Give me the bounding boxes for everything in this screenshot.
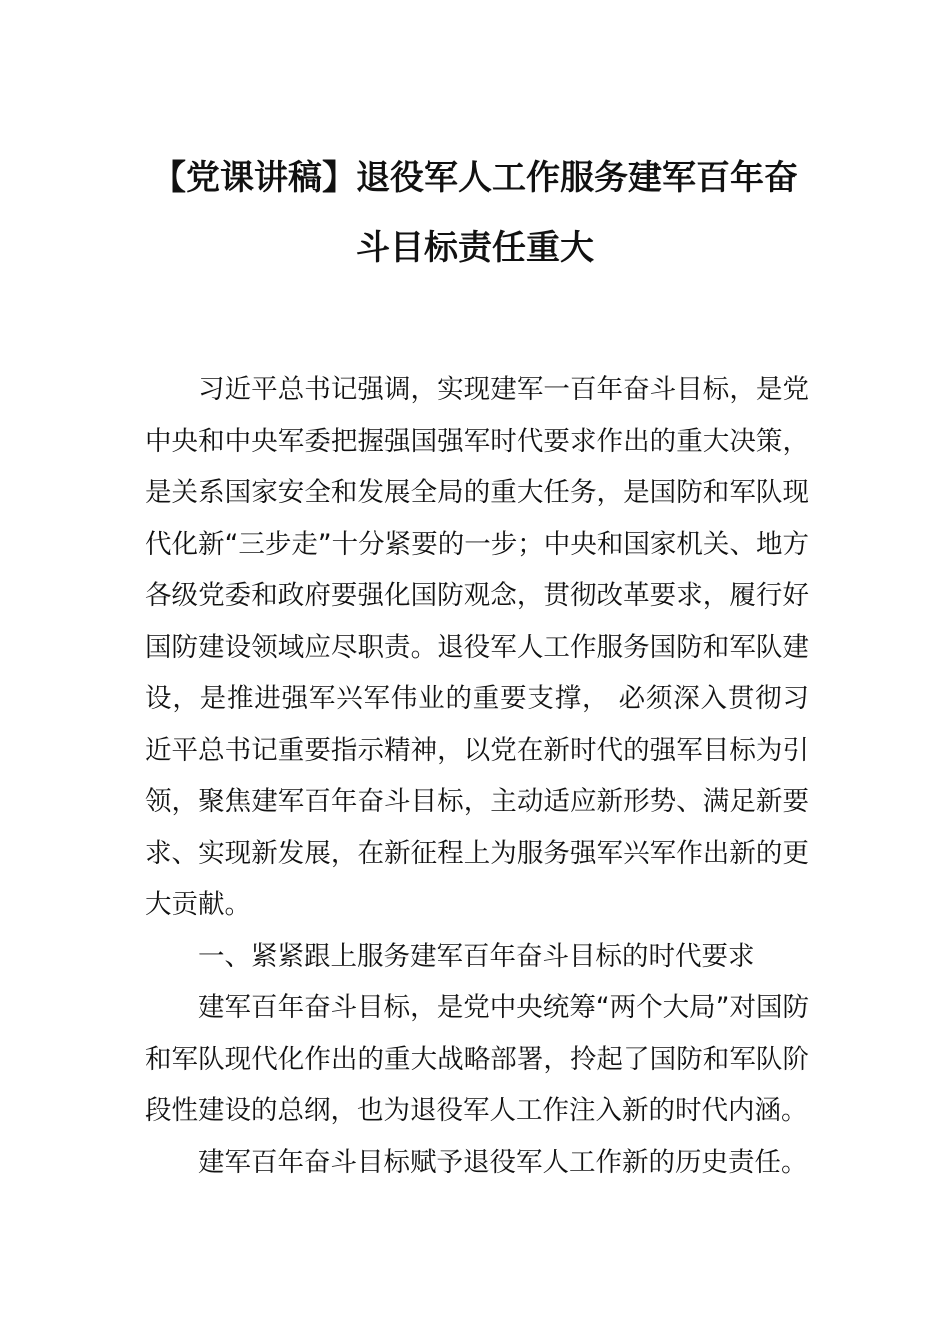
section-heading-1: 一、紧紧跟上服务建军百年奋斗目标的时代要求 — [198, 940, 755, 972]
paragraph-section-1b: 建军百年奋斗目标赋予退役军人工作新的历史责任。 — [198, 1146, 808, 1178]
paragraph-section-1: 建军百年奋斗目标，是党中央统筹“两个大局”对国防和军队现代化作出的重大战略部署，拎起了国防和军队阶段性建设的总纲，也为退役军人工作注入新的时代内涵。 — [145, 992, 809, 1126]
document-title-line-2: 斗目标责任重大 — [356, 228, 594, 268]
paragraph-intro: 习近平总书记强调，实现建军一百年奋斗目标，是党中央和中央军委把握强国强军时代要求作出的重大决策，是关系国家安全和发展全局的重大任务，是国防和军队现代化新“三步走”十分紧要的一步；中央和国家机关、地方各级党委和政府要强化国防观念，贯彻改革要求，履行好国防建设领域应尽职责。退役军人工作服务国防和军队建设，是推进强军兴军伟业的重要支撑， 必须深入贯彻习近平总书记重要指示精神，以党在新时代的强军目标为引领，聚焦建军百年奋斗目标，主动适应新形势、满足新要求、实现新发展，在新征程上为服务强军兴军作出新的更大贡献。 — [145, 374, 809, 920]
document-body — [145, 364, 809, 1188]
document-title-line-1: 【党课讲稿】退役军人工作服务建军百年奋 — [152, 158, 798, 198]
